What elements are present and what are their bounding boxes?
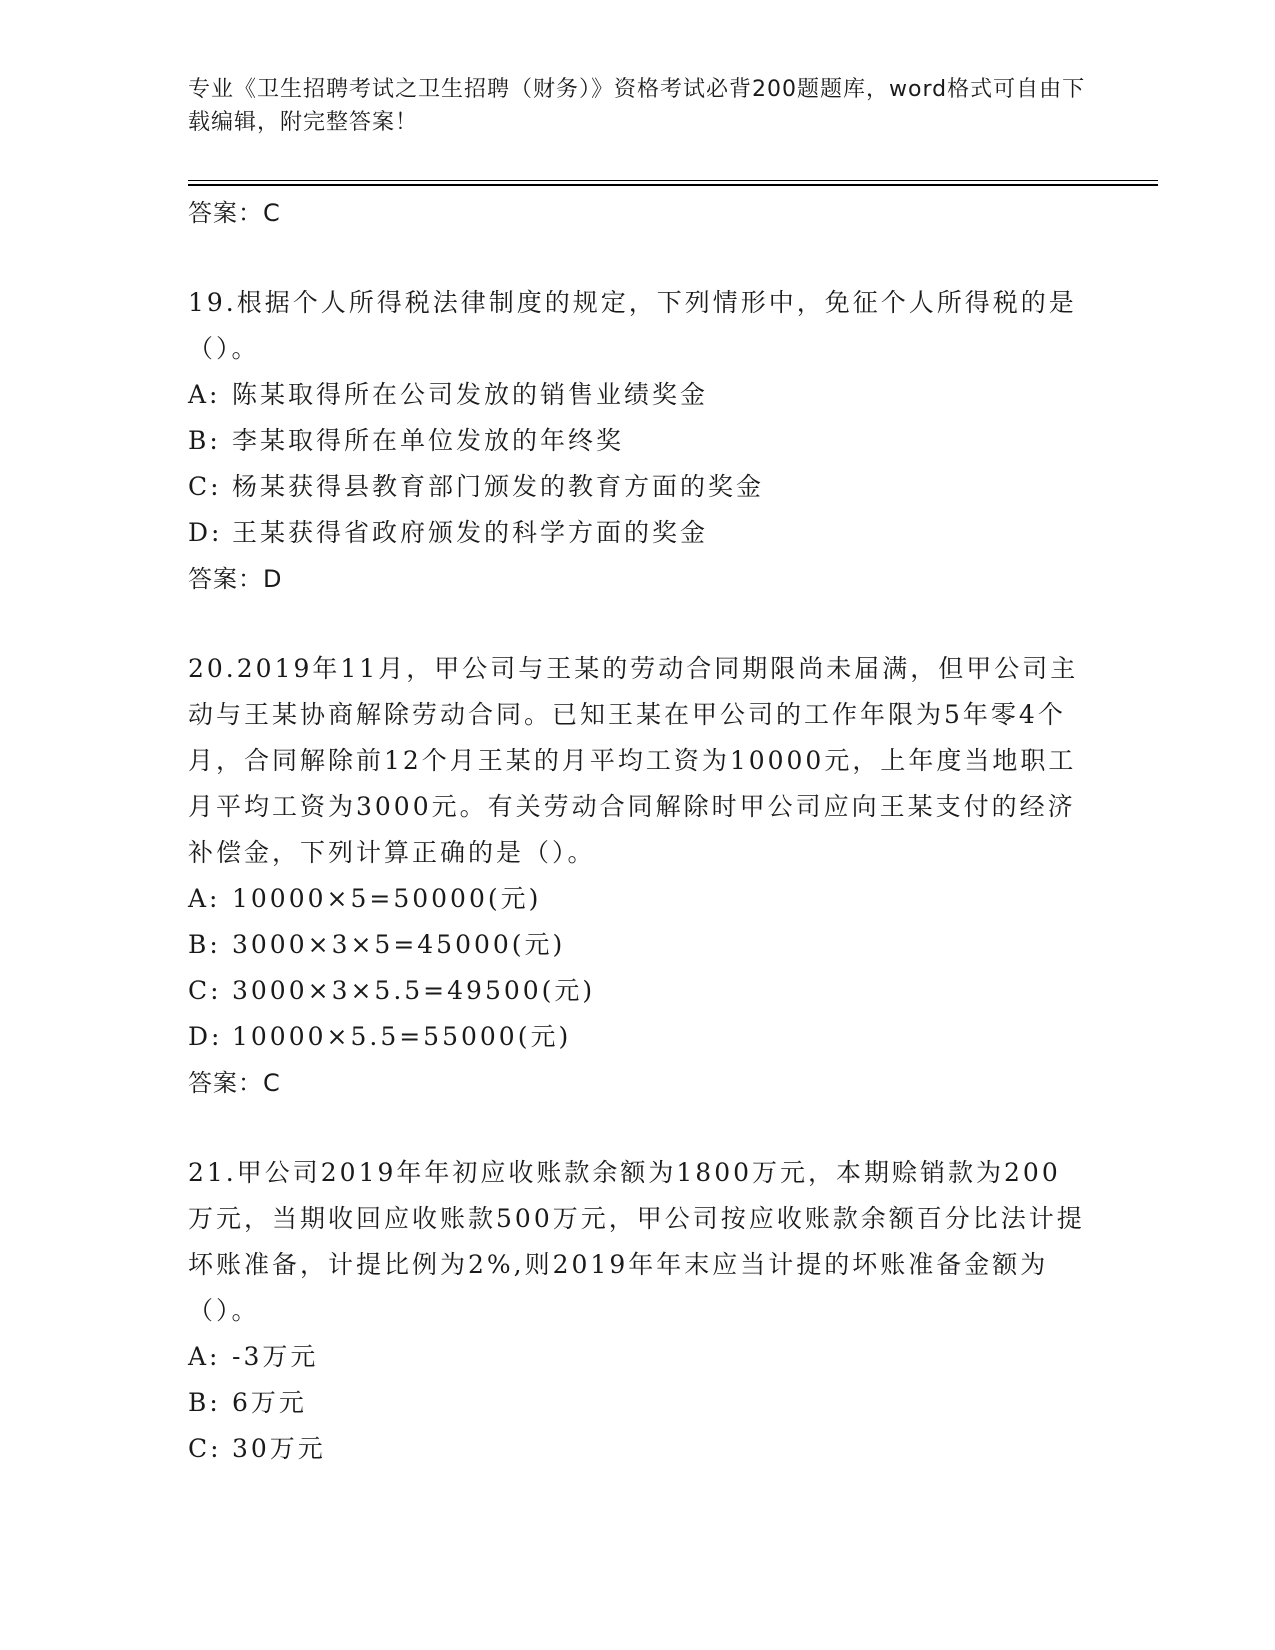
option-a: [188, 1334, 1088, 1380]
option-text: 李某取得所在单位发放的年终奖: [232, 426, 625, 455]
page-content: [188, 190, 1088, 1472]
document-header: 专业《卫生招聘考试之卫生招聘（财务）》资格考试必背200题题库，word格式可自由下载编辑，附完整答案！: [188, 77, 1086, 135]
question-19: [188, 280, 1088, 602]
option-letter: D:: [188, 1022, 223, 1051]
question-21: [188, 1150, 1088, 1472]
previous-answer: 答案：C: [188, 199, 281, 227]
option-letter: C:: [188, 1434, 222, 1463]
option-text: 3000×3×5.5=49500(元): [232, 976, 596, 1005]
option-b: [188, 1380, 1088, 1426]
option-text: 30万元: [232, 1434, 326, 1463]
option-letter: A:: [188, 884, 221, 913]
header-rule-bottom: [188, 184, 1158, 186]
option-letter: B:: [188, 1388, 221, 1417]
option-a: [188, 372, 1088, 418]
option-letter: B:: [188, 426, 221, 455]
option-b: [188, 418, 1088, 464]
option-text: 王某获得省政府颁发的科学方面的奖金: [232, 518, 709, 547]
option-c: [188, 1426, 1088, 1472]
option-letter: D:: [188, 518, 223, 547]
option-letter: C:: [188, 976, 222, 1005]
option-text: 陈某取得所在公司发放的销售业绩奖金: [232, 380, 709, 409]
option-text: 6万元: [232, 1388, 307, 1417]
question-stem: 21.甲公司2019年年初应收账款余额为1800万元，本期赊销款为200万元，当期收回应收账款500万元，甲公司按应收账款余额百分比法计提坏账准备，计提比例为2%,则2019年年末应当计提的坏账准备金额为（）。: [188, 1158, 1085, 1325]
option-letter: C:: [188, 472, 222, 501]
option-text: -3万元: [232, 1342, 319, 1371]
option-c: [188, 968, 1088, 1014]
question-stem: 19.根据个人所得税法律制度的规定，下列情形中，免征个人所得税的是（）。: [188, 288, 1077, 363]
option-d: [188, 510, 1088, 556]
option-letter: A:: [188, 1342, 221, 1371]
option-letter: B:: [188, 930, 221, 959]
header-rule-top: [188, 180, 1158, 181]
option-text: 10000×5.5=55000(元): [232, 1022, 572, 1051]
option-letter: A:: [188, 380, 221, 409]
option-b: [188, 922, 1088, 968]
answer-line: 答案：C: [188, 1069, 281, 1097]
option-c: [188, 464, 1088, 510]
option-text: 3000×3×5=45000(元): [232, 930, 566, 959]
option-a: [188, 876, 1088, 922]
question-20: [188, 646, 1088, 1106]
option-text: 杨某获得县教育部门颁发的教育方面的奖金: [232, 472, 765, 501]
option-text: 10000×5=50000(元): [232, 884, 542, 913]
question-stem: 20.2019年11月，甲公司与王某的劳动合同期限尚未届满，但甲公司主动与王某协商解除劳动合同。已知王某在甲公司的工作年限为5年零4个月，合同解除前12个月王某的月平均工资为10000元，上年度当地职工月平均工资为3000元。有关劳动合同解除时甲公司应向王某支付的经济补偿金，下列计算正确的是（）。: [188, 654, 1079, 867]
option-d: [188, 1014, 1088, 1060]
answer-line: 答案：D: [188, 565, 283, 593]
